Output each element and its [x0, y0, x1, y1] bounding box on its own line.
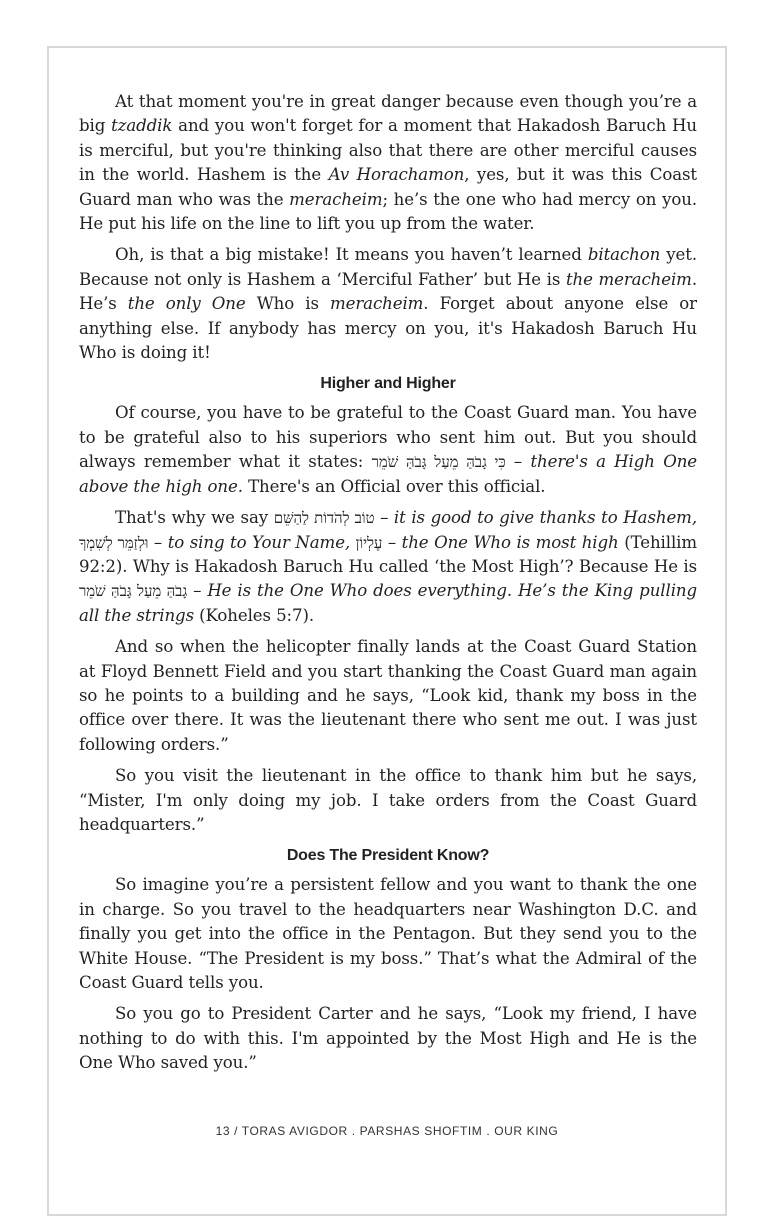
italic-term: Av Horachamon: [328, 165, 465, 185]
text-run: and you won't forget for a moment that Hakadosh Baruch Hu is merciful, but you're thinking also that there are other merciful causes in the world. Hashem is the: [79, 116, 697, 185]
hebrew-quote: גָבֹהַּ מֵעַל גָּבֹהַּ שֹׁמֵר: [79, 582, 188, 601]
section-heading-higher-and-higher: Higher and Higher: [320, 375, 456, 393]
italic-term: meracheim: [289, 189, 383, 209]
hebrew-quote: כִּי גָבֹהַּ מֵעַל גָּבֹהַּ שֹׁמֵר: [371, 453, 506, 472]
hebrew-quote: עֶלְיוֹן: [355, 533, 383, 552]
page-footer: 13 / TORAS AVIGDOR . PARSHAS SHOFTIM . OUR KING: [215, 1124, 559, 1138]
text-run: –: [187, 581, 208, 601]
text-run: ; he’s the one who had mercy on you. He put his life on the line to lift you up from the water.: [79, 189, 697, 234]
page-body: [79, 90, 697, 1083]
text-run: Of course, you have to be grateful to the Coast Guard man. You have to be grateful also to his superiors who sent him out. But you should always remember what it states:: [79, 403, 697, 472]
paragraph-6: So you visit the lieutenant in the office to thank him but he says, “Mister, I'm only doing my job. I take orders from the Coast Guard headquarters.”: [79, 766, 697, 834]
text-run: –: [148, 532, 168, 552]
text-run: . Forget about anyone else or anything else. If anybody has mercy on you, it's Hakadosh Baruch Hu Who is doing it!: [79, 294, 697, 363]
italic-term: bitachon: [587, 245, 661, 265]
paragraph-4: [79, 506, 697, 628]
text-run: , yes, but it was this Coast Guard man who was the: [79, 165, 697, 209]
text-run: –: [382, 532, 402, 552]
italic-translation: it is good to give thanks to Hashem,: [393, 508, 697, 528]
paragraph-3: [79, 401, 697, 499]
text-run: (Tehillim 92:2). Why is Hakadosh Baruch Hu called ‘the Most High’? Because He is: [79, 532, 698, 576]
text-run: yet. Because not only is Hashem a ‘Merciful Father’ but He is: [79, 245, 697, 289]
italic-translation: there's a High One above the high one.: [79, 452, 698, 496]
text-run: . He’s: [79, 269, 697, 314]
paragraph-2: [79, 243, 697, 365]
italic-translation: He is the One Who does everything. He’s the King pulling all the strings: [79, 581, 698, 625]
text-run: That's why we say: [115, 508, 274, 528]
italic-translation: to sing to Your Name,: [167, 532, 351, 552]
text-run: There's an Official over this official.: [242, 476, 546, 496]
italic-term: meracheim: [329, 294, 424, 314]
italic-term: the meracheim: [565, 269, 692, 289]
italic-translation: the One Who is most high: [401, 532, 619, 552]
italic-term: the only One: [127, 294, 246, 314]
text-run: (Koheles 5:7).: [193, 605, 315, 625]
hebrew-quote: טוֹב לְהֹדוֹת לַהַשֵּׁם: [273, 509, 375, 528]
paragraph-8: So you go to President Carter and he says, “Look my friend, I have nothing to do with this. I'm appointed by the Most High and He is the One Who saved you.”: [79, 1004, 697, 1073]
italic-term: tzaddik: [111, 116, 173, 136]
text-run: –: [505, 452, 531, 472]
section-heading-president: Does The President Know?: [286, 847, 490, 865]
hebrew-quote: וּלְזַמֵּר לְשִׁמְךָ: [79, 533, 149, 552]
text-run: At that moment you're in great danger because even though you’re a big: [79, 92, 697, 136]
paragraph-5: And so when the helicopter finally lands at the Coast Guard Station at Floyd Bennett Field and you start thanking the Coast Guard man again so he points to a building and he says, “Look kid, thank my boss in the office over there. It was the lieutenant there who sent me out. I was just following orders.”: [79, 637, 697, 754]
text-run: Oh, is that a big mistake! It means you haven’t learned: [115, 245, 588, 265]
paragraph-7: So imagine you’re a persistent fellow and you want to thank the one in charge. So you travel to the headquarters near Washington D.C. and finally you get into the office in the Pentagon. But they send you to the White House. “The President is my boss.” That’s what the Admiral of the Coast Guard tells you.: [79, 875, 697, 992]
text-run: –: [374, 508, 394, 528]
text-run: Who is: [245, 294, 330, 314]
paragraph-1: [79, 90, 697, 236]
